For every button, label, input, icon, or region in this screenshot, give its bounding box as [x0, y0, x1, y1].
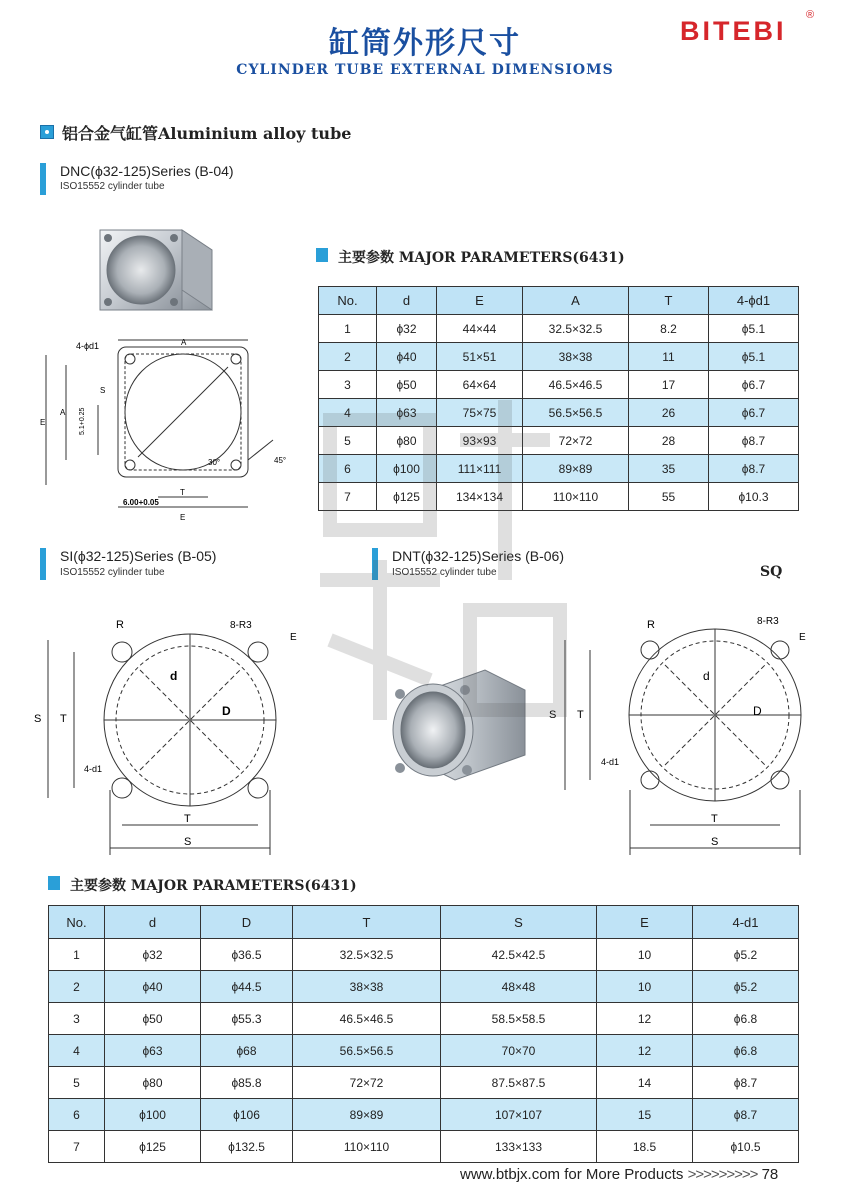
table1-cell: 7: [319, 483, 377, 511]
table1-cell: ϕ125: [377, 483, 437, 511]
table2-cell: ϕ10.5: [693, 1131, 799, 1163]
dnt-sq-label: SQ: [760, 564, 783, 580]
dnc-label-angle-30: 30°: [208, 458, 221, 467]
page-number: 78: [761, 1166, 779, 1183]
dnc-series-subtitle: ISO15552 cylinder tube: [60, 181, 165, 192]
dnc-tube-image: [90, 210, 220, 320]
dnt-label-4d1: 4-d1: [601, 757, 620, 767]
si-label-4d1: 4-d1: [84, 764, 103, 774]
dnt-label-t-bottom: T: [711, 813, 718, 825]
table2-cell: 3: [49, 1003, 105, 1035]
table1-cell: 32.5×32.5: [523, 315, 629, 343]
table2-cell: 38×38: [293, 971, 441, 1003]
dnt-label-e: E: [799, 632, 806, 643]
table1-cell: ϕ100: [377, 455, 437, 483]
table2-header: E: [597, 906, 693, 939]
table1-cell: 5: [319, 427, 377, 455]
table1-cell: ϕ50: [377, 371, 437, 399]
table1-cell: 28: [629, 427, 709, 455]
table2-cell: ϕ6.8: [693, 1003, 799, 1035]
table2-cell: ϕ40: [105, 971, 201, 1003]
table1-cell: 89×89: [523, 455, 629, 483]
table2-cell: 2: [49, 971, 105, 1003]
footer-link[interactable]: www.btbjx.com for More Products: [460, 1166, 684, 1183]
dnt-label-s-bottom: S: [711, 836, 719, 848]
table2-cell: ϕ50: [105, 1003, 201, 1035]
table2-cell: 42.5×42.5: [441, 939, 597, 971]
series-marker-bar: [40, 163, 46, 195]
table2-header: 4-d1: [693, 906, 799, 939]
dnt-series-subtitle: ISO15552 cylinder tube: [392, 567, 497, 578]
si-label-S: S: [34, 713, 42, 725]
table1-cell: 64×64: [437, 371, 523, 399]
table1-cell: 38×38: [523, 343, 629, 371]
dnc-label-angle-45: 45°: [274, 456, 287, 465]
footer: [460, 1166, 778, 1183]
page-title-cn: 缸筒外形尺寸: [329, 26, 521, 61]
table2-cell: 72×72: [293, 1067, 441, 1099]
table1-cell: ϕ40: [377, 343, 437, 371]
table2-cell: 87.5×87.5: [441, 1067, 597, 1099]
si-label-T: T: [60, 713, 67, 725]
table2-cell: ϕ5.2: [693, 939, 799, 971]
table2-cell: 14: [597, 1067, 693, 1099]
table1-cell: 26: [629, 399, 709, 427]
table1-cell: ϕ63: [377, 399, 437, 427]
table2-cell: 10: [597, 939, 693, 971]
table1-cell: 51×51: [437, 343, 523, 371]
dnc-label-t: T: [180, 488, 185, 497]
table2-cell: 18.5: [597, 1131, 693, 1163]
table2-header: d: [105, 906, 201, 939]
table1-cell: 8.2: [629, 315, 709, 343]
table1-header: No.: [319, 287, 377, 315]
si-label-r: R: [116, 619, 124, 631]
table2-cell: ϕ36.5: [201, 939, 293, 971]
dnt-label-r: R: [647, 619, 655, 631]
table2-cell: ϕ125: [105, 1131, 201, 1163]
table1-header: A: [523, 287, 629, 315]
table1-cell: 93×93: [437, 427, 523, 455]
table2-cell: 7: [49, 1131, 105, 1163]
brand-logo: BITEBI: [680, 16, 787, 46]
dnt-series-title: DNT(ϕ32-125)Series (B-06): [392, 548, 564, 564]
table2-cell: 5: [49, 1067, 105, 1099]
table1-cell: ϕ80: [377, 427, 437, 455]
table1-marker: [316, 248, 328, 262]
table1-cell: ϕ6.7: [709, 371, 799, 399]
table-row: [49, 939, 799, 971]
dnc-label-dim-small: 5.1+0.25: [79, 407, 86, 435]
table1-cell: 134×134: [437, 483, 523, 511]
table2-cell: ϕ132.5: [201, 1131, 293, 1163]
table2-cell: 58.5×58.5: [441, 1003, 597, 1035]
table1-cell: 44×44: [437, 315, 523, 343]
table2-cell: 10: [597, 971, 693, 1003]
table2-cell: ϕ6.8: [693, 1035, 799, 1067]
table1-cell: 56.5×56.5: [523, 399, 629, 427]
dnt-label-d: d: [703, 669, 710, 683]
table-row: [49, 1067, 799, 1099]
dnt-label-S: S: [549, 709, 557, 721]
table2-cell: 89×89: [293, 1099, 441, 1131]
table2-cell: 46.5×46.5: [293, 1003, 441, 1035]
table1-header: T: [629, 287, 709, 315]
table1-cell: 6: [319, 455, 377, 483]
table1-cell: 17: [629, 371, 709, 399]
dnt-label-D: D: [753, 704, 762, 718]
table1-header: 4-ϕd1: [709, 287, 799, 315]
table1-cell: 75×75: [437, 399, 523, 427]
table1-cell: 55: [629, 483, 709, 511]
table2-header: S: [441, 906, 597, 939]
table1-cell: 46.5×46.5: [523, 371, 629, 399]
table1-cell: 111×111: [437, 455, 523, 483]
si-label-r3: 8-R3: [230, 620, 252, 631]
table2-cell: ϕ8.7: [693, 1099, 799, 1131]
table1-cell: ϕ32: [377, 315, 437, 343]
table1-cell: ϕ5.1: [709, 343, 799, 371]
table2-cell: 15: [597, 1099, 693, 1131]
table1-cell: ϕ5.1: [709, 315, 799, 343]
table1-cell: 1: [319, 315, 377, 343]
table2-cell: ϕ68: [201, 1035, 293, 1067]
table1-cell: 4: [319, 399, 377, 427]
table2-cell: 6: [49, 1099, 105, 1131]
table2-cell: 70×70: [441, 1035, 597, 1067]
table1-header: d: [377, 287, 437, 315]
table-row: [49, 1131, 799, 1163]
table2-header: No.: [49, 906, 105, 939]
si-label-s-bottom: S: [184, 836, 192, 848]
table1-cell: ϕ6.7: [709, 399, 799, 427]
table2-cell: 107×107: [441, 1099, 597, 1131]
si-technical-drawing: [30, 600, 330, 860]
table2-header: T: [293, 906, 441, 939]
table2-cell: 12: [597, 1035, 693, 1067]
dnc-label-e-side: E: [40, 418, 46, 427]
table1-label: 主要参数 MAJOR PARAMETERS(6431): [338, 250, 625, 266]
series-marker-bar: [40, 548, 46, 580]
table2-cell: 56.5×56.5: [293, 1035, 441, 1067]
table1-cell: 2: [319, 343, 377, 371]
page-title-en: CYLINDER TUBE EXTERNAL DIMENSIOMS: [236, 62, 614, 78]
si-label-e: E: [290, 632, 297, 643]
table-row: [49, 971, 799, 1003]
table1-cell: 72×72: [523, 427, 629, 455]
table2-cell: ϕ106: [201, 1099, 293, 1131]
dnc-label-e-bottom: E: [180, 513, 186, 522]
table2-cell: ϕ100: [105, 1099, 201, 1131]
table2-cell: 4: [49, 1035, 105, 1067]
table1-cell: 35: [629, 455, 709, 483]
table2-cell: 1: [49, 939, 105, 971]
si-label-t-bottom: T: [184, 813, 191, 825]
si-label-D: D: [222, 704, 231, 718]
table2-major-parameters: [48, 905, 799, 1163]
table2-cell: ϕ32: [105, 939, 201, 971]
table1-cell: 3: [319, 371, 377, 399]
dnt-label-r3: 8-R3: [757, 616, 779, 627]
table2-cell: 110×110: [293, 1131, 441, 1163]
table2-header: D: [201, 906, 293, 939]
table1-cell: 110×110: [523, 483, 629, 511]
si-series-title: SI(ϕ32-125)Series (B-05): [60, 548, 217, 564]
si-label-d: d: [170, 669, 178, 683]
table1-header: E: [437, 287, 523, 315]
dnc-label-dim-width: 6.00+0.05: [123, 498, 159, 507]
table2-label: 主要参数 MAJOR PARAMETERS(6431): [70, 878, 357, 894]
table-row: [319, 343, 799, 371]
watermark-logo: [290, 380, 590, 760]
dnt-label-T: T: [577, 709, 584, 721]
table2-cell: ϕ80: [105, 1067, 201, 1099]
section-bullet-icon: [40, 125, 54, 139]
section-heading: 铝合金气缸管Aluminium alloy tube: [62, 124, 352, 143]
dnc-label-a-top: A: [181, 338, 187, 347]
table2-cell: ϕ63: [105, 1035, 201, 1067]
table2-cell: ϕ8.7: [693, 1067, 799, 1099]
table1-cell: 11: [629, 343, 709, 371]
table2-cell: 32.5×32.5: [293, 939, 441, 971]
table2-cell: 48×48: [441, 971, 597, 1003]
table2-marker: [48, 876, 60, 890]
table1-cell: ϕ10.3: [709, 483, 799, 511]
registered-mark: ®: [806, 9, 815, 21]
table-row: [49, 1035, 799, 1067]
dnc-label-4phi: 4-ϕd1: [76, 341, 100, 351]
table2-cell: ϕ85.8: [201, 1067, 293, 1099]
table1-cell: ϕ8.7: [709, 455, 799, 483]
table-row: [49, 1099, 799, 1131]
dnc-series-title: DNC(ϕ32-125)Series (B-04): [60, 163, 234, 179]
dnc-technical-drawing: [38, 335, 298, 530]
table2-cell: ϕ55.3: [201, 1003, 293, 1035]
table-row: [319, 315, 799, 343]
table1-cell: ϕ8.7: [709, 427, 799, 455]
dnc-label-a-side: A: [60, 408, 66, 417]
table2-cell: ϕ44.5: [201, 971, 293, 1003]
table2-cell: 12: [597, 1003, 693, 1035]
footer-arrows: >>>>>>>>>: [687, 1166, 758, 1183]
table-row: [49, 1003, 799, 1035]
table2-cell: 133×133: [441, 1131, 597, 1163]
dnc-label-s: S: [100, 386, 106, 395]
table2-cell: ϕ5.2: [693, 971, 799, 1003]
si-series-subtitle: ISO15552 cylinder tube: [60, 567, 165, 578]
